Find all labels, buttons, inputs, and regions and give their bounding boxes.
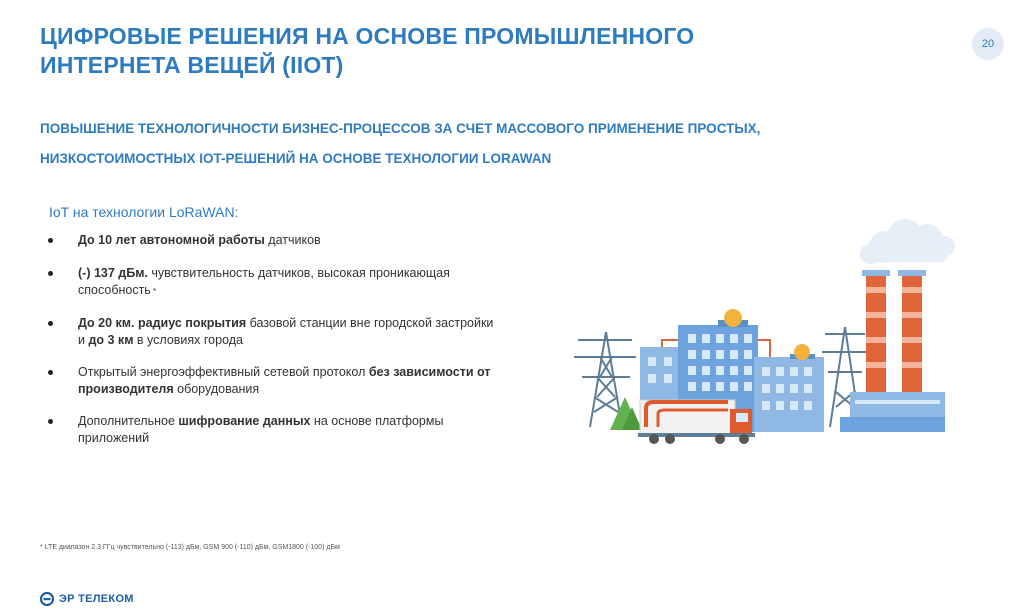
- slide-title: [40, 22, 694, 80]
- bullet-item-coverage: [48, 315, 498, 349]
- bullet-bold: без зависимости от производителя: [78, 365, 491, 396]
- subtitle-line1: ПОВЫШЕНИЕ ТЕХНОЛОГИЧНОСТИ БИЗНЕС-ПРОЦЕССОВ ЗА СЧЕТ МАССОВОГО ПРИМЕНЕНИЕ ПРОСТЫХ,: [40, 121, 761, 136]
- section-heading: IoT на технологии LoRaWAN:: [49, 204, 239, 220]
- bullet-item-protocol: [48, 364, 498, 398]
- footnote-mark: *: [150, 287, 157, 296]
- subtitle: [40, 114, 800, 174]
- company-logo: [40, 592, 134, 606]
- bullet-bold: шифрование данных: [178, 414, 311, 428]
- bullet-dot: [48, 419, 53, 424]
- er-telecom-logo-icon: [40, 592, 54, 606]
- bullet-dot: [48, 370, 53, 375]
- bullet-text: в условиях города: [133, 333, 244, 347]
- bullet-bold: (-) 137 дБм.: [78, 266, 148, 280]
- page-number-badge: 20: [972, 28, 1004, 60]
- bullet-list: [48, 232, 498, 447]
- bullet-bold: до 3 км: [88, 333, 134, 347]
- bullet-text: на основе платформы приложений: [78, 414, 444, 445]
- slide-title-line1: ЦИФРОВЫЕ РЕШЕНИЯ НА ОСНОВЕ ПРОМЫШЛЕННОГО: [40, 23, 695, 49]
- bullet-item-autonomy: [48, 232, 498, 249]
- bullet-text: Дополнительное: [78, 414, 179, 428]
- footnote: * LTE диапазон 2.3 ГГц чувствительно (-113) дБм, GSM 900 (-110) дБм, GSM1800 (-100) дБм: [40, 544, 340, 551]
- bullet-bold: До 20 км. радиус покрытия: [78, 316, 247, 330]
- bullet-dot: [48, 238, 53, 243]
- slide-title-line2: ИНТЕРНЕТА ВЕЩЕЙ (IIOT): [40, 52, 344, 78]
- bullet-text: чувствительность датчиков, высокая проникающая способность: [78, 266, 450, 297]
- bullet-item-sensitivity: [48, 265, 498, 300]
- bullet-text: Открытый энергоэффективный сетевой протокол: [78, 365, 369, 379]
- tree-icon: [610, 397, 642, 430]
- bullet-item-encryption: [48, 413, 498, 447]
- bullet-dot: [48, 271, 53, 276]
- bullet-text: датчиков: [264, 233, 321, 247]
- bullet-text: базовой станции вне городской застройки и: [78, 316, 494, 347]
- bullet-text: оборудования: [173, 382, 260, 396]
- subtitle-line2: НИЗКОСТОИМОСТНЫХ IOT-РЕШЕНИЙ НА ОСНОВЕ ТЕХНОЛОГИИ LORAWAN: [40, 151, 552, 166]
- bullet-bold: До 10 лет автономной работы: [78, 233, 265, 247]
- industrial-illustration: [570, 212, 955, 447]
- smoke-cloud-icon: [860, 219, 955, 264]
- logo-text: ЭР ТЕЛЕКОМ: [59, 593, 134, 605]
- bullet-dot: [48, 321, 53, 326]
